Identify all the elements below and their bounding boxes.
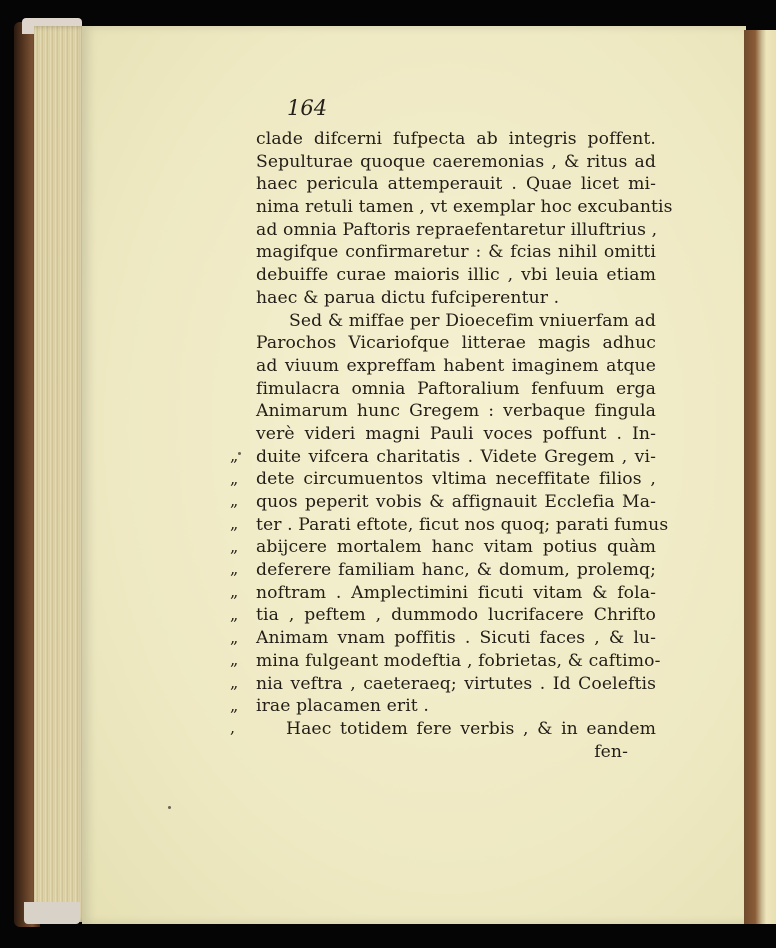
text-line: dete circumuentos vltima neceffitate filios , — [256, 469, 656, 490]
page-text — [256, 128, 673, 763]
text-line: haec & parua dictu fufciperentur . — [256, 287, 560, 308]
page-stack-bottom-edge — [24, 902, 80, 924]
text-line: irae placamen erit . — [256, 696, 429, 717]
text-line: haec pericula attemperauit . Quae licet mi- — [256, 174, 656, 195]
text-line: mina fulgeant modeftia , fobrietas, & caftimo- — [256, 650, 661, 671]
text-line: tia , peftem , dummodo lucrifacere Chrifto — [256, 605, 656, 626]
catchword: fen- — [594, 741, 628, 762]
text-line: abijcere mortalem hanc vitam potius quàm — [256, 537, 656, 558]
text-line: ad omnia Paftoris repraefentaretur illuftrius , — [256, 219, 658, 240]
quotation-marks-margin — [230, 445, 238, 740]
text-line: verè videri magni Pauli voces poffunt . In- — [256, 423, 656, 444]
text-line: clade difcerni fufpecta ab integris poffent. — [256, 129, 656, 149]
text-line: ter . Parati eftote, ficut nos quoq; parati fumus — [256, 514, 669, 535]
quote-mark: „ — [230, 627, 239, 647]
quote-mark: „ — [230, 536, 239, 556]
quote-mark: , — [230, 718, 236, 738]
text-line: fimulacra omnia Paftoralium fenfuum erga — [256, 378, 656, 399]
page-stack-edge — [34, 26, 86, 922]
text-line: deferere familiam hanc, & domum, prolemq; — [256, 560, 656, 581]
text-line: debuiffe curae maioris illic , vbi leuia etiam — [256, 265, 656, 286]
page-number: 164 — [287, 96, 328, 120]
quote-mark: „ — [230, 695, 239, 715]
paper-speck — [168, 806, 171, 809]
paper-speck — [238, 452, 241, 455]
quote-mark: „ — [230, 468, 239, 488]
text-line: duite vifcera charitatis . Videte Gregem , vi- — [256, 446, 656, 467]
text-line: Animam vnam poffitis . Sicuti faces , & lu- — [256, 628, 656, 649]
quote-mark: „ — [230, 582, 239, 602]
text-line: Haec totidem fere verbis , & in eandem — [286, 718, 656, 739]
quote-mark: „ — [230, 650, 239, 670]
text-line: nima retuli tamen , vt exemplar hoc excubantis — [256, 197, 673, 218]
facing-page-edge — [744, 30, 776, 924]
quote-mark: „ — [230, 604, 239, 624]
text-line: quos peperit vobis & affignauit Ecclefia Ma- — [256, 492, 656, 512]
text-line: Sepulturae quoque caeremonias , & ritus ad — [256, 151, 656, 172]
quote-mark: „ — [230, 446, 239, 465]
quote-mark: „ — [230, 559, 239, 579]
text-line: noftram . Amplectimini ficuti vitam & fola- — [256, 582, 656, 603]
quote-mark: „ — [230, 491, 239, 511]
quote-mark: „ — [230, 672, 239, 692]
text-line: Animarum hunc Gregem : verbaque fingula — [256, 401, 656, 422]
text-line: magifque confirmaretur : & fcias nihil omitti — [256, 242, 656, 263]
text-line: Parochos Vicariofque litterae magis adhuc — [256, 333, 656, 354]
text-line: ad viuum expreffam habent imaginem atque — [256, 355, 656, 376]
quote-mark: „ — [230, 514, 239, 534]
text-line: nia veftra , caeteraeq; virtutes . Id Coeleftis — [256, 673, 656, 694]
text-line: Sed & miffae per Dioecefim vniuerfam ad — [289, 310, 656, 331]
